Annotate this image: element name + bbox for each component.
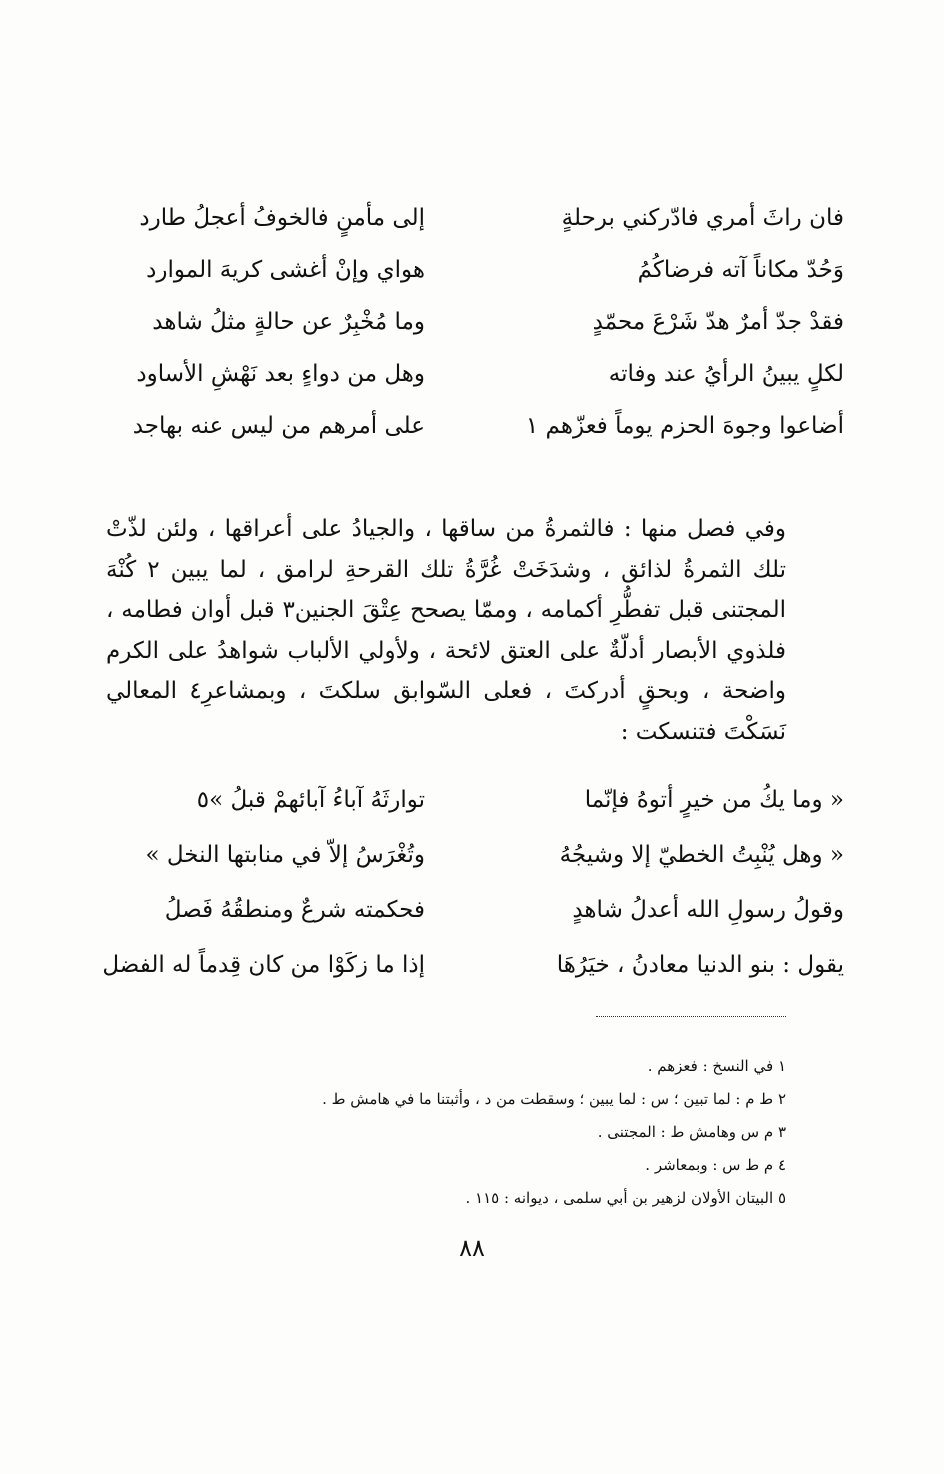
footnote: ١ في النسخ : فعزهم . (647, 1057, 786, 1075)
verse-second-hemistich: على أمرهم من ليس عنه بهاجد (132, 413, 425, 439)
footnote: ٤ م ط س : وبمعاشر . (645, 1156, 786, 1174)
verse-line (100, 244, 844, 296)
verse-line (100, 400, 844, 452)
verse-first-hemistich: فقدْ جدّ أمرٌ هدّ شَرْعَ محمّدٍ (592, 309, 844, 335)
verse-first-hemistich: وَحُدّ مكاناً آته فرضاكُمُ (637, 257, 844, 283)
verse-first-hemistich: وقولُ رسولِ الله أعدلُ شاهدٍ (572, 896, 844, 923)
verse-line (100, 827, 844, 882)
verse-line (100, 882, 844, 937)
verse-first-hemistich: « وهل يُنْبِتُ الخطيّ إلا وشيجُهُ (559, 841, 844, 868)
verse-first-hemistich: لكلٍ يبينُ الرأيُ عند وفاته (608, 361, 844, 387)
verse-second-hemistich: فحكمته شرعٌ ومنطقُهُ فَصلُ (164, 896, 425, 923)
footnote: ٥ البيتان الأولان لزهير بن أبي سلمى ، ديوانه : ١١٥ . (465, 1189, 786, 1207)
verse-line (100, 348, 844, 400)
verse-second-hemistich: توارثَهُ آباءُ آبائهمْ قبلُ »٥ (196, 786, 425, 813)
verse-first-hemistich: أضاعوا وجوهَ الحزم يوماً فعزّهم ١ (525, 413, 844, 439)
verse-second-hemistich: وما مُخْبِرٌ عن حالةٍ مثلُ شاهد (152, 309, 425, 335)
verse-second-hemistich: هواي وإنْ أغشى كريهَ الموارد (146, 257, 425, 283)
poem-block-1 (100, 192, 844, 452)
verse-line (100, 192, 844, 244)
footnote: ٢ ط م : لما تبين ؛ س : لما يبين ؛ وسقطت من د ، وأثبتنا ما في هامش ط . (322, 1090, 786, 1108)
verse-first-hemistich: « وما يكُ من خيرٍ أتوهُ فإنّما (584, 786, 844, 813)
verse-line (100, 296, 844, 348)
verse-second-hemistich: إلى مأمنٍ فالخوفُ أعجلُ طارد (139, 205, 425, 231)
verse-line (100, 937, 844, 992)
verse-line (100, 772, 844, 827)
prose-paragraph: وفي فصل منها : فالثمرةُ من ساقها ، والجيادُ على أعراقها ، ولئن لذّتْ تلك الثمرةُ لذائق ، وشدَخَتْ غُرَّةُ تلك القرحةِ لرامق ، لما يبين ٢ كُنْهَ المجتنى قبل تفطُّرِ أكمامه ، وممّا يصحح عِتْقَ الجنين٣ قبل أوان فطامه ، فلذوي الأبصار أدلّةٌ على العتق لائحة ، ولأولي الألباب شواهدُ على الكرم واضحة ، وبحقٍ أدركتَ ، فعلى السّوابق سلكتَ ، وبمشاعرِ٤ المعالي نَسَكْتَ فتنسكت : (106, 516, 787, 745)
verse-second-hemistich: إذا ما زكَوْا من كان قِدماً له الفضل (102, 951, 425, 978)
footnote: ٣ م س وهامش ط : المجتنى . (597, 1123, 786, 1141)
verse-second-hemistich: وهل من دواءٍ بعد نَهْشِ الأساود (136, 361, 425, 387)
footnotes (146, 1050, 786, 1215)
page-number: ٨٨ (459, 1234, 485, 1262)
poem-block-2 (100, 772, 844, 992)
footnote-separator (596, 1016, 786, 1017)
verse-first-hemistich: فان راثَ أمري فادّركني برحلةٍ (561, 205, 844, 231)
verse-first-hemistich: يقول : بنو الدنيا معادنُ ، خيَرُهَا (556, 951, 844, 978)
verse-second-hemistich: وتُغْرَسُ إلاّ في منابتها النخل » (145, 841, 425, 868)
